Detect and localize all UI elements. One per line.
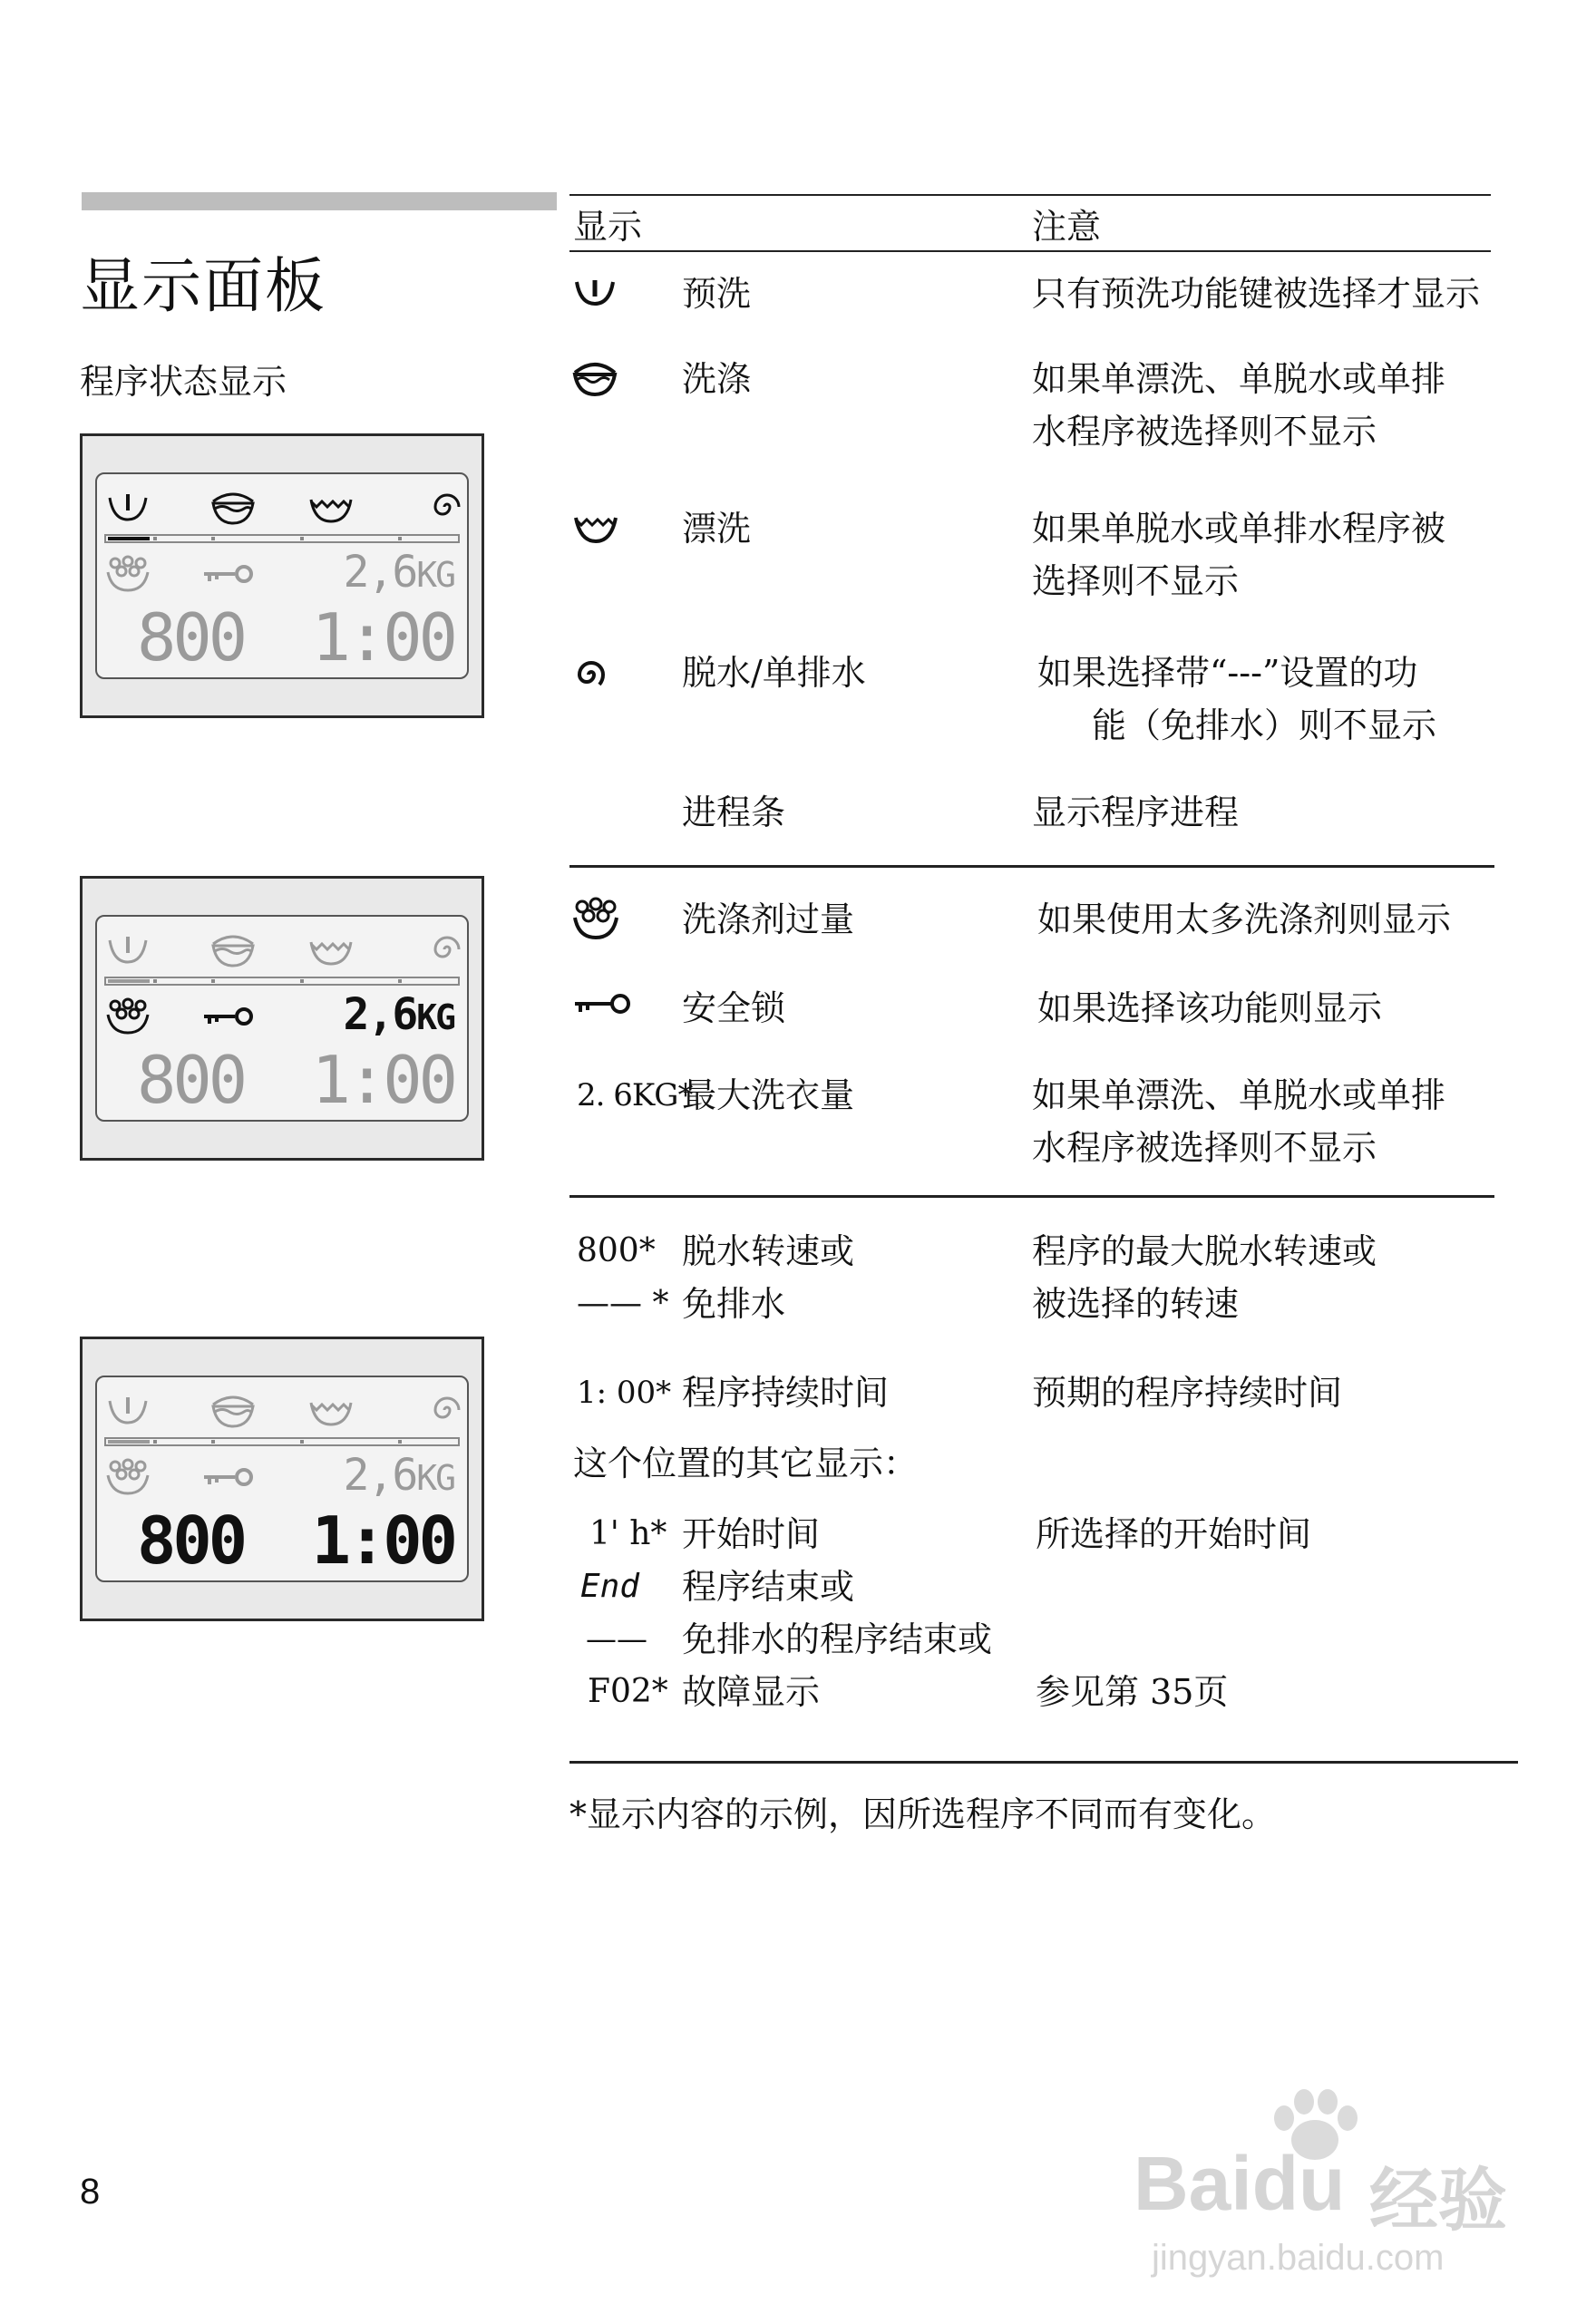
display-panel-1 <box>80 433 484 718</box>
lcd-spin-speed: 800 <box>137 1502 245 1579</box>
spin-note-line1: 如果选择带“---”设置的功 <box>1037 653 1418 693</box>
duration-label: 程序持续时间 <box>682 1373 890 1413</box>
spin-speed-label: 脱水转速或 <box>682 1231 855 1271</box>
excess-detergent-note: 如果使用太多洗涤剂则显示 <box>1037 899 1452 939</box>
key-lock-icon <box>573 992 633 1016</box>
prewash-icon <box>573 277 617 309</box>
rinse-icon <box>573 512 618 543</box>
wash-note-line2: 水程序被选择则不显示 <box>1032 412 1377 452</box>
no-drain-end-code: —— <box>586 1621 647 1658</box>
lcd-duration: 1:00 <box>311 1502 454 1579</box>
section-header-bar <box>82 192 557 210</box>
lcd-status-icons <box>104 997 286 1038</box>
spin-speed-note-line1: 程序的最大脱水转速或 <box>1032 1231 1377 1271</box>
spin-label: 脱水/单排水 <box>682 653 866 693</box>
no-drain-label: 免排水 <box>682 1284 786 1324</box>
lcd-program-icons <box>104 929 467 971</box>
table-bottom-rule <box>569 1761 1518 1764</box>
table-top-rule <box>569 194 1491 196</box>
watermark-cn-text: 经验 <box>1369 2163 1507 2240</box>
table-header-rule <box>569 250 1491 252</box>
lcd-duration: 1:00 <box>311 1042 454 1118</box>
duration-note: 预期的程序持续时间 <box>1032 1373 1343 1413</box>
start-time-note: 所选择的开始时间 <box>1036 1514 1312 1554</box>
lcd-screen <box>95 472 469 679</box>
prewash-note: 只有预洗功能键被选择才显示 <box>1032 274 1481 314</box>
prewash-label: 预洗 <box>682 274 752 314</box>
no-drain-code: —— * <box>577 1285 669 1322</box>
wash-label: 洗涤 <box>682 359 752 399</box>
max-load-note-line1: 如果单漂洗、单脱水或单排 <box>1032 1075 1446 1115</box>
lcd-spin-speed: 800 <box>137 1042 245 1118</box>
other-displays-heading: 这个位置的其它显示： <box>573 1444 919 1483</box>
wash-note-line1: 如果单漂洗、单脱水或单排 <box>1032 359 1446 399</box>
section-subtitle: 程序状态显示 <box>80 362 287 402</box>
lcd-max-load: 2,6KG <box>343 547 454 598</box>
max-load-note-line2: 水程序被选择则不显示 <box>1032 1128 1377 1168</box>
lcd-max-load: 2,6KG <box>343 1450 454 1501</box>
section-divider-1 <box>569 865 1494 868</box>
rinse-note-line2: 选择则不显示 <box>1032 561 1240 601</box>
spin-speed-note-line2: 被选择的转速 <box>1032 1284 1240 1324</box>
display-panel-3 <box>80 1337 484 1621</box>
lcd-screen <box>95 915 469 1122</box>
max-load-code: 2. 6KG* <box>577 1077 693 1113</box>
lcd-status-icons <box>104 554 286 596</box>
footnote: *显示内容的示例，因所选程序不同而有变化。 <box>569 1794 1277 1834</box>
excess-detergent-icon <box>571 896 620 941</box>
column-header-note: 注意 <box>1032 207 1102 247</box>
key-lock-note: 如果选择该功能则显示 <box>1037 988 1383 1028</box>
section-divider-2 <box>569 1195 1494 1198</box>
spin-note-line2: 能（免排水）则不显示 <box>1092 705 1437 745</box>
progress-bar <box>104 977 460 986</box>
progress-bar <box>104 534 460 543</box>
lcd-duration: 1:00 <box>311 599 454 676</box>
progress-bar <box>104 1437 460 1446</box>
fault-code: F02* <box>588 1673 668 1710</box>
watermark-logo-text: Baidu <box>1134 2141 1346 2226</box>
fault-label: 故障显示 <box>682 1672 821 1712</box>
watermark-url: jingyan.baidu.com <box>1152 2238 1445 2278</box>
key-lock-label: 安全锁 <box>682 988 786 1028</box>
max-load-label: 最大洗衣量 <box>682 1075 855 1115</box>
lcd-program-icons <box>104 1390 467 1432</box>
lcd-status-icons <box>104 1457 286 1499</box>
fault-note: 参见第 35页 <box>1036 1672 1229 1712</box>
page-number: 8 <box>80 2172 101 2212</box>
end-code: End <box>580 1568 640 1605</box>
rinse-label: 漂洗 <box>682 509 752 549</box>
no-drain-end-label: 免排水的程序结束或 <box>682 1619 993 1659</box>
page-title: 显示面板 <box>80 251 326 321</box>
excess-detergent-label: 洗涤剂过量 <box>682 899 855 939</box>
program-end-label: 程序结束或 <box>682 1567 855 1607</box>
rinse-note-line1: 如果单脱水或单排水程序被 <box>1032 509 1446 549</box>
spin-speed-code: 800* <box>577 1232 656 1269</box>
column-header-display: 显示 <box>573 207 643 247</box>
start-time-code: 1' h* <box>589 1515 667 1552</box>
lcd-spin-speed: 800 <box>137 599 245 676</box>
display-panel-2 <box>80 876 484 1161</box>
start-time-label: 开始时间 <box>682 1514 821 1554</box>
lcd-screen <box>95 1376 469 1582</box>
duration-code: 1: 00* <box>577 1375 672 1411</box>
lcd-program-icons <box>104 487 467 529</box>
lcd-max-load: 2,6KG <box>343 989 454 1040</box>
progress-bar-label: 进程条 <box>682 792 786 832</box>
progress-bar-note: 显示程序进程 <box>1032 792 1240 832</box>
wash-icon <box>571 358 618 398</box>
spin-icon <box>573 656 609 693</box>
